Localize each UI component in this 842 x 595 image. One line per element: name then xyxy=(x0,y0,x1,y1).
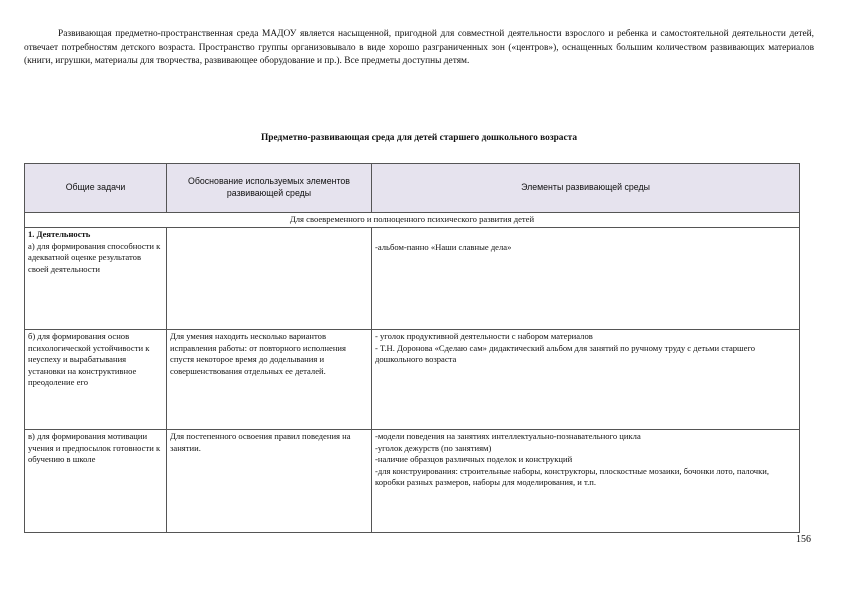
rationale-cell xyxy=(167,228,372,330)
element-item: - Т.Н. Доронова «Сделаю сам» дидактический альбом для занятий по ручному труду с детьми старшего дошкольного возраста xyxy=(375,342,756,365)
element-item: -модели поведения на занятиях интеллектуально-познавательного цикла xyxy=(375,431,641,441)
rationale-cell: Для умения находить несколько вариантов исправления работы: от повторного исполнения спустя некоторое время до доделывания и совершенствования отдельных ее деталей. xyxy=(167,330,372,430)
table-row xyxy=(25,330,800,430)
environment-table xyxy=(24,163,800,533)
header-row xyxy=(25,164,800,213)
intro-paragraph xyxy=(24,28,814,69)
elements-cell xyxy=(372,330,800,430)
element-item: -для конструирования: строительные наборы, конструкторы, плоскостные мозаики, бочонки лото, палочки, коробки разных размеров, наборы для моделирования, и т.п. xyxy=(375,465,770,488)
header-general-tasks: Общие задачи xyxy=(25,164,167,213)
task-heading: 1. Деятельность xyxy=(28,229,91,239)
elements-cell xyxy=(372,228,800,330)
section-row xyxy=(25,213,800,228)
task-text: а) для формирования способности к адекватной оценке результатов своей деятельности xyxy=(28,240,161,274)
intro-text: Развивающая предметно-пространственная среда МАДОУ является насыщенной, пригодной для совместной деятельности взрослого и ребенка и самостоятельной деятельности детей, отвечает потребностям детского возраста. Пространство группы организовывало в виде хорошо разграниченных зон («центров»), оснащенных большим количеством развивающих материалов (книги, игрушки, материалы для творчества, развивающее оборудование и пр.). Все предметы доступны детям. xyxy=(24,29,814,66)
task-text: б) для формирования основ психологической устойчивости к неуспеху и вырабатывания установки на конструктивное преодоление его xyxy=(28,331,150,388)
task-cell xyxy=(25,430,167,533)
header-elements: Элементы развивающей среды xyxy=(372,164,800,213)
rationale-cell: Для постепенного освоения правил поведения на занятии. xyxy=(167,430,372,533)
element-item: -наличие образцов различных поделок и конструкций xyxy=(375,454,573,465)
task-text: в) для формирования мотивации учения и предпосылок готовности к обучению в школе xyxy=(28,431,161,465)
element-item: -альбом-панно «Наши славные дела» xyxy=(375,242,512,252)
section-title: Для своевременного и полноценного психического развития детей xyxy=(25,213,800,228)
page-number: 156 xyxy=(796,534,811,545)
task-cell xyxy=(25,330,167,430)
element-item: - уголок продуктивной деятельности с набором материалов xyxy=(375,331,593,341)
table-row xyxy=(25,228,800,330)
table-row xyxy=(25,430,800,533)
elements-cell xyxy=(372,430,800,533)
element-item: -уголок дежурств (по занятиям) xyxy=(375,442,492,453)
table-title: Предметно-развивающая среда для детей старшего дошкольного возраста xyxy=(260,133,578,143)
task-cell xyxy=(25,228,167,330)
header-rationale: Обоснование используемых элементов развивающей среды xyxy=(167,164,372,213)
